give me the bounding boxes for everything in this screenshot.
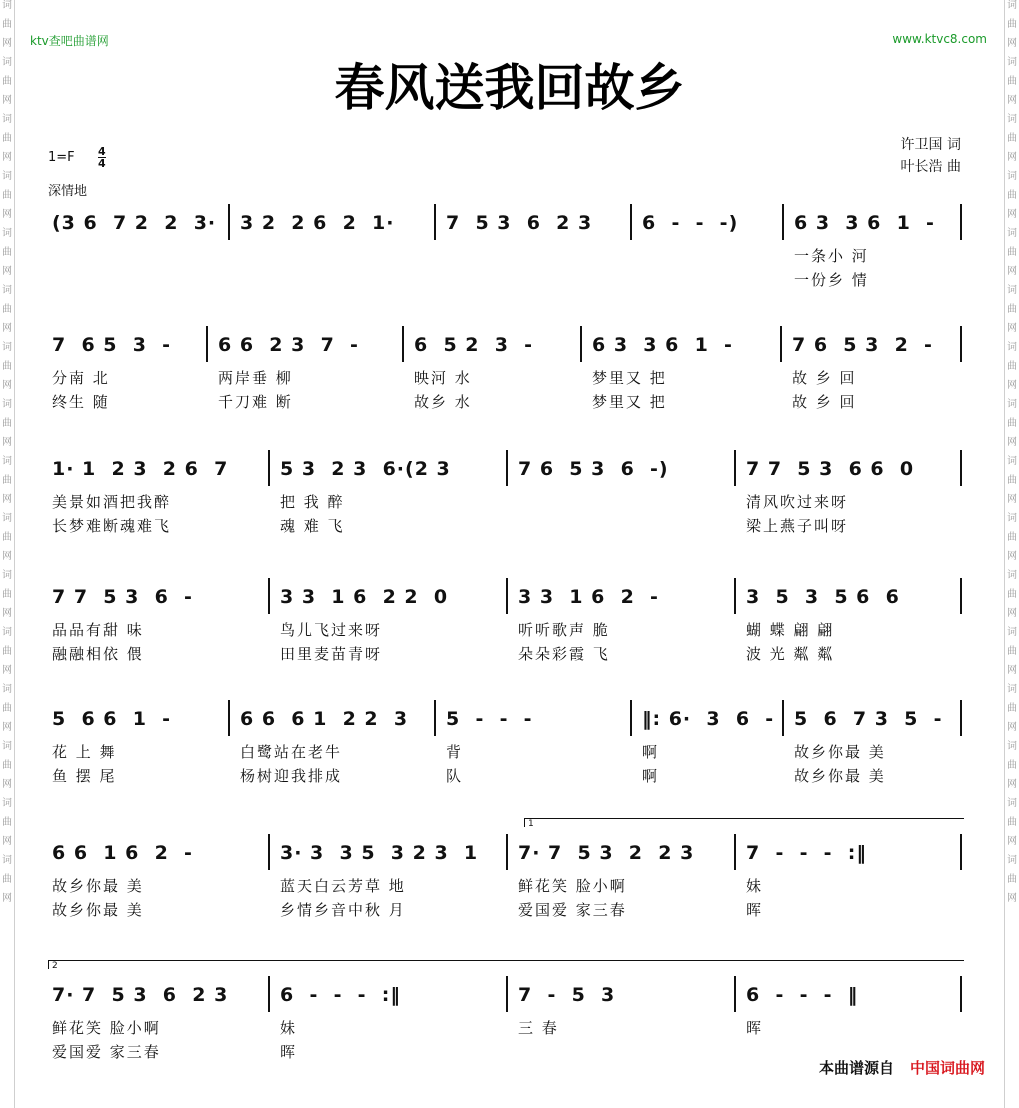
watermark-char: 网 <box>1007 893 1017 904</box>
measure-lyric: 长梦难断魂难飞 <box>52 517 172 535</box>
measure-lyric: 终生 随 <box>52 393 110 411</box>
song-title: 春风送我回故乡 <box>334 59 685 117</box>
measure-lyric: 故 乡 回 <box>792 369 857 387</box>
lyric-line-2 <box>44 898 964 922</box>
watermark-char: 曲 <box>2 304 12 315</box>
measure-notes: ‖: 6· 3 6 - <box>642 708 775 730</box>
watermark-char: 曲 <box>2 19 12 30</box>
measure-lyric: 千刀难 断 <box>218 393 293 411</box>
watermark-char: 曲 <box>1007 418 1017 429</box>
watermark-char: 网 <box>1007 380 1017 391</box>
measure-lyric: 故乡你最 美 <box>52 877 144 895</box>
barline <box>402 326 404 362</box>
measure-lyric: 背 <box>446 743 464 761</box>
watermark-char: 网 <box>2 665 12 676</box>
barline <box>960 578 962 614</box>
barline <box>782 204 784 240</box>
watermark-char: 词 <box>2 399 12 410</box>
watermark-char: 网 <box>1007 836 1017 847</box>
lyric-line-1 <box>44 740 964 764</box>
measure-lyric: 故乡 水 <box>414 393 472 411</box>
measure-lyric: 鲜花笑 脸小啊 <box>52 1019 161 1037</box>
stave-row <box>44 332 964 414</box>
measure-notes: 7 6 5 3 2 - <box>792 334 933 356</box>
measure-lyric: 美景如酒把我醉 <box>52 493 172 511</box>
watermark-char: 曲 <box>1007 475 1017 486</box>
barline <box>268 450 270 486</box>
watermark-char: 词 <box>1007 513 1017 524</box>
composer-credit: 叶长浩 曲 <box>900 159 961 175</box>
watermark-char: 词 <box>1007 456 1017 467</box>
watermark-char: 网 <box>2 494 12 505</box>
lyric-line-2 <box>44 390 964 414</box>
measure-notes: 6 5 2 3 - <box>414 334 534 356</box>
measure-notes: 7· 7 5 3 2 2 3 <box>518 842 695 864</box>
watermark-char: 词 <box>2 114 12 125</box>
site-name-left: ktv查吧曲谱网 <box>30 34 109 48</box>
barline <box>960 326 962 362</box>
watermark-char: 曲 <box>1007 76 1017 87</box>
barline <box>434 204 436 240</box>
measure-lyric: 啊 <box>642 767 660 785</box>
lyric-line-1 <box>44 490 964 514</box>
watermark-char: 词 <box>1007 0 1017 11</box>
measure-notes: 6 - - - ‖ <box>746 984 859 1006</box>
watermark-char: 网 <box>1007 323 1017 334</box>
watermark-char: 曲 <box>1007 133 1017 144</box>
watermark-char: 词 <box>1007 684 1017 695</box>
expression-mark: 深情地 <box>48 184 88 199</box>
measure-lyric: 蓝天白云芳草 地 <box>280 877 406 895</box>
measure-notes: 5 6 6 1 - <box>52 708 172 730</box>
measure-lyric: 鸟儿飞过来呀 <box>280 621 383 639</box>
watermark-char: 词 <box>2 456 12 467</box>
measure-lyric: 妹 <box>746 877 764 895</box>
watermark-char: 网 <box>1007 209 1017 220</box>
measure-notes: 6 6 2 3 7 - <box>218 334 359 356</box>
measure-lyric: 鱼 摆 尾 <box>52 767 117 785</box>
watermark-char: 网 <box>2 551 12 562</box>
watermark-char: 词 <box>2 855 12 866</box>
watermark-char: 词 <box>2 228 12 239</box>
measure-lyric: 故乡你最 美 <box>52 901 144 919</box>
lyric-line-1 <box>44 366 964 390</box>
barline <box>630 700 632 736</box>
measure-lyric: 鲜花笑 脸小啊 <box>518 877 627 895</box>
watermark-char: 网 <box>1007 494 1017 505</box>
barline <box>228 700 230 736</box>
measure-lyric: 梁上燕子叫呀 <box>746 517 849 535</box>
watermark-char: 网 <box>2 152 12 163</box>
watermark-char: 曲 <box>1007 19 1017 30</box>
watermark-char: 词 <box>2 57 12 68</box>
watermark-char: 曲 <box>1007 589 1017 600</box>
measure-notes: 5 - - - <box>446 708 533 730</box>
measure-notes: 7 6 5 3 6 -) <box>518 458 669 480</box>
barline <box>734 450 736 486</box>
source-label: 本曲谱源自 <box>818 1059 894 1077</box>
barline <box>960 450 962 486</box>
barline <box>960 204 962 240</box>
barline <box>734 976 736 1012</box>
barline <box>268 578 270 614</box>
measure-notes: 6 - - - :‖ <box>280 984 401 1006</box>
measure-notes: 6 6 1 6 2 - <box>52 842 193 864</box>
barline <box>960 834 962 870</box>
watermark-char: 网 <box>2 722 12 733</box>
barline <box>960 700 962 736</box>
measure-notes: 6 3 3 6 1 - <box>794 212 935 234</box>
watermark-char: 词 <box>1007 399 1017 410</box>
watermark-char: 曲 <box>2 361 12 372</box>
notes-line <box>44 982 964 1016</box>
time-signature <box>98 146 106 169</box>
barline <box>580 326 582 362</box>
watermark-char: 曲 <box>2 703 12 714</box>
measure-lyric: 晖 <box>746 901 764 919</box>
watermark-char: 网 <box>2 38 12 49</box>
lyric-line-1 <box>44 244 964 268</box>
watermark-char: 曲 <box>2 190 12 201</box>
lyric-line-1 <box>44 874 964 898</box>
measure-lyric: 田里麦苗青呀 <box>280 645 383 663</box>
measure-notes: (3 6 7 2 2 3· <box>52 212 217 234</box>
watermark-char: 词 <box>1007 285 1017 296</box>
measure-lyric: 把 我 醉 <box>280 493 345 511</box>
measure-notes: 5 6 7 3 5 - <box>794 708 943 730</box>
measure-lyric: 一条小 河 <box>794 247 869 265</box>
credits <box>901 134 961 178</box>
lyric-line-2 <box>44 764 964 788</box>
watermark-char: 网 <box>2 380 12 391</box>
watermark-char: 曲 <box>1007 304 1017 315</box>
measure-lyric: 魂 难 飞 <box>280 517 345 535</box>
watermark-char: 词 <box>2 684 12 695</box>
watermark-char: 曲 <box>2 247 12 258</box>
measure-lyric: 妹 <box>280 1019 298 1037</box>
watermark-char: 网 <box>2 836 12 847</box>
key-signature: 1=F <box>48 150 75 165</box>
stave-row <box>44 210 964 292</box>
barline <box>268 834 270 870</box>
watermark-char: 词 <box>1007 855 1017 866</box>
watermark-char: 网 <box>1007 779 1017 790</box>
measure-lyric: 清风吹过来呀 <box>746 493 849 511</box>
watermark-char: 网 <box>2 437 12 448</box>
notes-line <box>44 706 964 740</box>
watermark-char: 词 <box>1007 627 1017 638</box>
measure-notes: 7 7 5 3 6 6 0 <box>746 458 915 480</box>
watermark-char: 曲 <box>1007 646 1017 657</box>
measure-lyric: 三 春 <box>518 1019 559 1037</box>
measure-notes: 7 7 5 3 6 - <box>52 586 193 608</box>
watermark-char: 网 <box>1007 551 1017 562</box>
watermark-char: 曲 <box>2 76 12 87</box>
measure-lyric: 两岸垂 柳 <box>218 369 293 387</box>
barline <box>506 450 508 486</box>
lyric-line-2 <box>44 268 964 292</box>
source-brand: 中国词曲网 <box>909 1059 985 1077</box>
measure-notes: 7 - 5 3 <box>518 984 616 1006</box>
barline <box>506 976 508 1012</box>
measure-notes: 7 6 5 3 - <box>52 334 172 356</box>
watermark-char: 词 <box>2 741 12 752</box>
time-top: 4 <box>98 145 106 158</box>
watermark-char: 词 <box>1007 171 1017 182</box>
measure-notes: 6 3 3 6 1 - <box>592 334 733 356</box>
measure-lyric: 故 乡 回 <box>792 393 857 411</box>
watermark-char: 网 <box>1007 38 1017 49</box>
measure-lyric: 梦里又 把 <box>592 393 667 411</box>
stave-row <box>44 456 964 538</box>
volta-bracket: 2 <box>48 960 964 969</box>
watermark-char: 词 <box>1007 570 1017 581</box>
notes-line <box>44 840 964 874</box>
measure-notes: 3 5 3 5 6 6 <box>746 586 900 608</box>
watermark-char: 网 <box>1007 266 1017 277</box>
watermark-char: 词 <box>1007 741 1017 752</box>
measure-lyric: 朵朵彩霞 飞 <box>518 645 610 663</box>
measure-lyric: 爱国爱 家三春 <box>52 1043 161 1061</box>
measure-notes: 3· 3 3 5 3 2 3 1 <box>280 842 479 864</box>
watermark-char: 词 <box>1007 114 1017 125</box>
watermark-char: 曲 <box>1007 532 1017 543</box>
site-url-right: www.ktvc8.com <box>892 32 987 46</box>
watermark-char: 曲 <box>1007 817 1017 828</box>
measure-lyric: 杨树迎我排成 <box>240 767 343 785</box>
watermark-char: 网 <box>2 266 12 277</box>
watermark-char: 曲 <box>2 874 12 885</box>
notes-line <box>44 584 964 618</box>
watermark-char: 词 <box>1007 57 1017 68</box>
measure-lyric: 故乡你最 美 <box>794 767 886 785</box>
right-watermark-strip <box>1004 0 1019 1108</box>
stave-row <box>44 961 964 1064</box>
barline <box>506 834 508 870</box>
watermark-char: 词 <box>2 513 12 524</box>
watermark-char: 网 <box>2 323 12 334</box>
watermark-char: 曲 <box>1007 874 1017 885</box>
lyricist-credit: 许卫国 词 <box>900 137 961 153</box>
stave-row <box>44 584 964 666</box>
watermark-char: 曲 <box>2 760 12 771</box>
watermark-char: 曲 <box>1007 247 1017 258</box>
watermark-char: 曲 <box>2 817 12 828</box>
watermark-char: 词 <box>2 570 12 581</box>
barline <box>434 700 436 736</box>
barline <box>506 578 508 614</box>
source-credit <box>819 1057 985 1078</box>
barline <box>206 326 208 362</box>
measure-lyric: 分南 北 <box>52 369 110 387</box>
watermark-char: 曲 <box>1007 190 1017 201</box>
measure-notes: 7 5 3 6 2 3 <box>446 212 593 234</box>
stave-row <box>44 706 964 788</box>
lyric-line-2 <box>44 514 964 538</box>
measure-notes: 3 3 1 6 2 - <box>518 586 659 608</box>
measure-lyric: 啊 <box>642 743 660 761</box>
measure-lyric: 白鹭站在老牛 <box>240 743 343 761</box>
notes-line <box>44 210 964 244</box>
watermark-char: 网 <box>1007 95 1017 106</box>
measure-notes: 6 - - -) <box>642 212 739 234</box>
barline <box>734 578 736 614</box>
watermark-char: 词 <box>2 798 12 809</box>
watermark-char: 网 <box>2 893 12 904</box>
measure-notes: 1· 1 2 3 2 6 7 <box>52 458 229 480</box>
measure-lyric: 品品有甜 味 <box>52 621 144 639</box>
watermark-char: 曲 <box>2 418 12 429</box>
watermark-char: 网 <box>2 95 12 106</box>
watermark-char: 曲 <box>2 475 12 486</box>
watermark-char: 词 <box>2 627 12 638</box>
watermark-char: 曲 <box>1007 760 1017 771</box>
barline <box>782 700 784 736</box>
measure-lyric: 花 上 舞 <box>52 743 117 761</box>
measure-notes: 6 6 6 1 2 2 3 <box>240 708 409 730</box>
measure-lyric: 晖 <box>746 1019 764 1037</box>
measure-lyric: 听听歌声 脆 <box>518 621 610 639</box>
barline <box>780 326 782 362</box>
notes-line <box>44 332 964 366</box>
measure-lyric: 爱国爱 家三春 <box>518 901 627 919</box>
watermark-char: 词 <box>2 171 12 182</box>
barline <box>268 976 270 1012</box>
lyric-line-1 <box>44 1016 964 1040</box>
measure-lyric: 晖 <box>280 1043 298 1061</box>
measure-lyric: 波 光 粼 粼 <box>746 645 835 663</box>
barline <box>630 204 632 240</box>
measure-lyric: 映河 水 <box>414 369 472 387</box>
measure-notes: 3 3 1 6 2 2 0 <box>280 586 449 608</box>
watermark-char: 词 <box>1007 798 1017 809</box>
measure-lyric: 故乡你最 美 <box>794 743 886 761</box>
measure-lyric: 融融相依 偎 <box>52 645 144 663</box>
watermark-char: 网 <box>2 209 12 220</box>
watermark-char: 词 <box>1007 342 1017 353</box>
left-watermark-strip <box>0 0 15 1108</box>
measure-lyric: 蝴 蝶 翩 翩 <box>746 621 835 639</box>
watermark-char: 网 <box>2 779 12 790</box>
lyric-line-2 <box>44 642 964 666</box>
barline <box>960 976 962 1012</box>
stave-row <box>44 819 964 922</box>
measure-notes: 7· 7 5 3 6 2 3 <box>52 984 229 1006</box>
measure-notes: 3 2 2 6 2 1· <box>240 212 395 234</box>
measure-notes: 7 - - - :‖ <box>746 842 867 864</box>
notes-line <box>44 456 964 490</box>
barline <box>228 204 230 240</box>
watermark-char: 词 <box>2 285 12 296</box>
watermark-char: 网 <box>1007 437 1017 448</box>
watermark-char: 词 <box>2 342 12 353</box>
watermark-char: 词 <box>1007 228 1017 239</box>
measure-lyric: 乡情乡音中秋 月 <box>280 901 406 919</box>
watermark-char: 网 <box>2 608 12 619</box>
watermark-char: 曲 <box>2 589 12 600</box>
watermark-char: 曲 <box>2 532 12 543</box>
barline <box>734 834 736 870</box>
measure-lyric: 梦里又 把 <box>592 369 667 387</box>
measure-notes: 5 3 2 3 6·(2 3 <box>280 458 451 480</box>
measure-lyric: 队 <box>446 767 464 785</box>
lyric-line-1 <box>44 618 964 642</box>
watermark-char: 网 <box>1007 152 1017 163</box>
time-bottom: 4 <box>98 157 106 170</box>
watermark-char: 曲 <box>2 646 12 657</box>
watermark-char: 曲 <box>1007 703 1017 714</box>
watermark-char: 网 <box>1007 665 1017 676</box>
volta-bracket: 1 <box>524 818 964 827</box>
watermark-char: 曲 <box>2 133 12 144</box>
measure-lyric: 一份乡 情 <box>794 271 869 289</box>
watermark-char: 词 <box>2 0 12 11</box>
watermark-char: 网 <box>1007 722 1017 733</box>
watermark-char: 曲 <box>1007 361 1017 372</box>
watermark-char: 网 <box>1007 608 1017 619</box>
